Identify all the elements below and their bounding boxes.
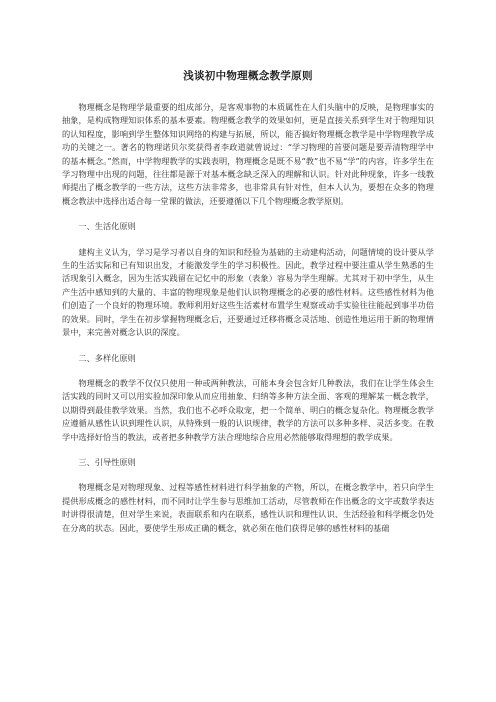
section-heading-2: 二、多样化原则 [78, 352, 136, 363]
section-heading-3: 三、引导性原则 [78, 456, 136, 467]
intro-paragraph: 物理概念是物理学最重要的组成部分，是客观事物的本质属性在人们头脑中的反映，是物理事实的抽象，是构成物理知识体系的基本要素。物理概念教学的效果如何，更是直接关系到学生对于物理知识的认知程度，影响到学生整体知识网络的构建与拓展，所以，能否搞好物理概念教学是中学物理教学成功的关键之一。著名的物理诺贝尔奖获得者李政道就曾说过：“学习物理的首要问题是要弄清物理学中的基本概念。”然而，中学物理教学的实践表明，物理概念是既不易“教”也不易“学”的内容，许多学生在学习物理中出现的问题，往往都是源于对基本概念缺乏深入的理解和认识。针对此种现象，许多一线教师提出了概念教学的一些方法，这些方法非常多，也非常具有针对性，但本人认为，要想在众多的物理概念教法中选择出适合每一堂课的做法，还要遵循以下几个物理概念教学原则。 [62, 102, 434, 206]
document-title: 浅谈初中物理概念教学原则 [183, 70, 313, 82]
section-body-3: 物理概念是对物理现象、过程等感性材料进行科学抽象的产物，所以，在概念教学中，若只向学生提供形成概念的感性材料，而不同时让学生参与思维加工活动，尽管教师在作出概念的文字或数学表达时讲得很清楚，但对学生来说，表面联系和内在联系，感性认识和理性认识、生活经验和科学概念仍处在分离的状态。因此，要使学生形成正确的概念，就必须在他们获得足够的感性材料的基础 [62, 482, 434, 533]
section-body-1: 建构主义认为，学习是学习者以自身的知识和经验为基础的主动建构活动，问题情境的设计要从学生的生活实际和已有知识出发，才能激发学生的学习积极性。因此，教学过程中要注重从学生熟悉的生活现象引入概念，因为生活实践留在记忆中的形象（表象）容易为学生理解。尤其对于初中学生，从生产生活中感知到的大量的、丰富的物理现象是他们认识物理概念的必要的感性材料。这些感性材料为他们创造了一个良好的物理环境。教师利用好这些生活素材布置学生观察或动手实验往往能起到事半功倍的效果。同时，学生在初步掌握物理概念后，还要通过迁移将概念灵活地、创造性地运用于新的物理情景中，来完善对概念认识的深度。 [62, 246, 434, 338]
section-heading-1: 一、生活化原则 [78, 221, 136, 232]
section-body-2: 物理概念的教学不仅仅只使用一种或两种教法，可能本身会包含好几种教法，我们在让学生体会生活实践的同时又可以用实验加深印象从而应用抽象、归纳等多种方法全面、客观的理解某一概念教学，以期得到最佳教学效果。当然，我们也不必呼众取宠，把一个简单、明白的概念复杂化。物理概念教学应遵循从感性认识到理性认识，从特殊到一般的认识规律，教学的方法可以多种多样、灵活多变。在教学中选择好恰当的教法，或者把多种教学方法合理地综合应用必然能够取得理想的教学成果。 [62, 377, 434, 442]
